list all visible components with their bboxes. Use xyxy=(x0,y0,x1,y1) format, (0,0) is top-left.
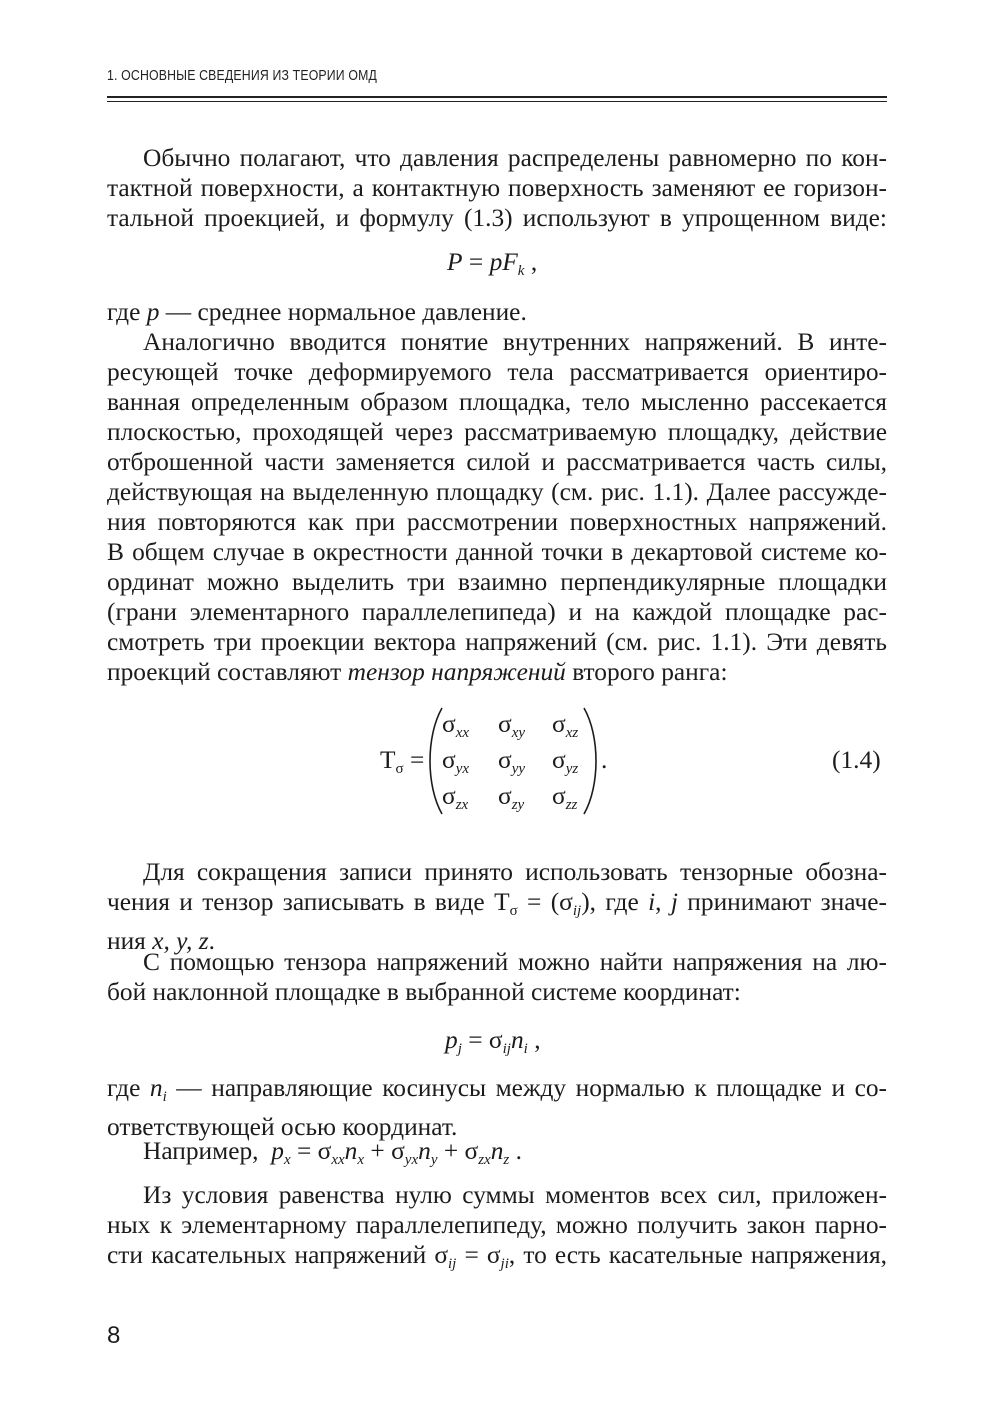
text-line: действующая на выделенную площадку (см. рис. 1.1). Далее рассужде- xyxy=(107,478,887,506)
text-line: Обычно полагают, что давления распределены равномерно по кон- xyxy=(143,144,887,172)
paragraph-5 xyxy=(107,1180,887,1279)
text-line: ных к элементарному параллелепипеду, можно получить закон парно- xyxy=(107,1211,887,1239)
tensor-element: $\sigma_{yx}$ xyxy=(442,746,470,777)
text-line: ванная определенным образом площадка, тело мысленно рассекается xyxy=(107,388,887,416)
tensor-element: $\sigma_{zy}$ xyxy=(498,782,525,813)
right-paren xyxy=(584,708,596,814)
text-line: ответствующей осью координат. xyxy=(107,1113,458,1141)
tensor-element: $\sigma_{xy}$ xyxy=(498,710,526,741)
text-line: бой наклонной площадке в выбранной системе координат: xyxy=(107,978,741,1006)
text-line: сти касательных напряжений $\sigma_{ij} = \sigma_{ji}$, то есть касательные напряжения, xyxy=(107,1241,888,1272)
example-formula: Например, $p_x = \sigma_{xx}n_x + \sigma_{yx}n_y + \sigma_{zx}n_z$ . xyxy=(143,1137,522,1168)
tensor-element: $\sigma_{yz}$ xyxy=(552,746,579,777)
formula-stress-vector: $p_j = \sigma_{ij}n_i$ , xyxy=(445,1026,541,1057)
tensor-element: $\sigma_{zz}$ xyxy=(552,782,578,813)
tensor-matrix xyxy=(428,706,598,816)
header-rule-thin xyxy=(107,101,887,102)
running-header: 1. ОСНОВНЫЕ СВЕДЕНИЯ ИЗ ТЕОРИИ ОМД xyxy=(107,67,378,84)
text-line: Для сокращения записи принято использовать тензорные обозна- xyxy=(143,858,887,886)
header-rule-thick xyxy=(107,96,887,98)
where-n-lines xyxy=(107,1073,887,1142)
text-line: тактной поверхности, а контактную поверхность заменяют ее горизон- xyxy=(107,174,887,202)
text-line: проекций составляют тензор напряжений второго ранга: xyxy=(107,658,728,686)
tensor-element: $\sigma_{yy}$ xyxy=(498,746,526,777)
text-line: смотреть три проекции вектора напряжений (см. рис. 1.1). Эти девять xyxy=(107,628,887,656)
left-paren xyxy=(430,708,442,814)
text-line: С помощью тензора напряжений можно найти напряжения на лю- xyxy=(143,948,887,976)
text-line: ресующей точке деформируемого тела рассматривается ориентиро- xyxy=(107,358,887,386)
text-line: ординат можно выделить три взаимно перпендикулярные площадки xyxy=(107,568,887,596)
tensor-element: $\sigma_{xz}$ xyxy=(552,710,579,741)
text-line: В общем случае в окрестности данной точки в декартовой системе ко- xyxy=(107,538,887,566)
text-line: где p — среднее нормальное давление. xyxy=(107,298,527,326)
where-p-line xyxy=(107,297,887,327)
tensor-period: . xyxy=(601,746,608,774)
tensor-element: $\sigma_{zx}$ xyxy=(442,782,469,813)
paragraph-4 xyxy=(107,947,887,1007)
text-line: Из условия равенства нулю суммы моментов всех сил, приложен- xyxy=(143,1181,887,1209)
text-line: чения и тензор записывать в виде $T\sigma = (\sigma_{ij})$, где i, j принимают значе- xyxy=(107,888,887,919)
text-line: тальной проекцией, и формулу (1.3) используют в упрощенном виде: xyxy=(107,204,887,232)
page-number: 8 xyxy=(107,1322,121,1349)
text-line: ния повторяются как при рассмотрении поверхностных напряжений. xyxy=(107,508,887,536)
text-line: плоскостью, проходящей через рассматриваемую площадку, действие xyxy=(107,418,887,446)
text-line: где $n_i$ — направляющие косинусы между нормалью к площадке и со- xyxy=(107,1074,888,1105)
formula-pressure: $P = pF_k$ , xyxy=(447,248,538,279)
text-line: отброшенной части заменяется силой и рассматривается часть силы, xyxy=(107,448,887,476)
tensor-element: $\sigma_{xx}$ xyxy=(442,710,470,741)
text-line: (грани элементарного параллелепипеда) и на каждой площадке рас- xyxy=(107,598,887,626)
paragraph-3 xyxy=(107,857,887,956)
tensor-lhs: Tσ = xyxy=(380,746,425,777)
text-line: Аналогично вводится понятие внутренних напряжений. В инте- xyxy=(143,328,887,356)
paragraph-1 xyxy=(107,143,887,233)
text-line: ния x, y, z. xyxy=(107,927,215,955)
equation-number: (1.4) xyxy=(832,746,881,774)
paragraph-2 xyxy=(107,327,887,687)
